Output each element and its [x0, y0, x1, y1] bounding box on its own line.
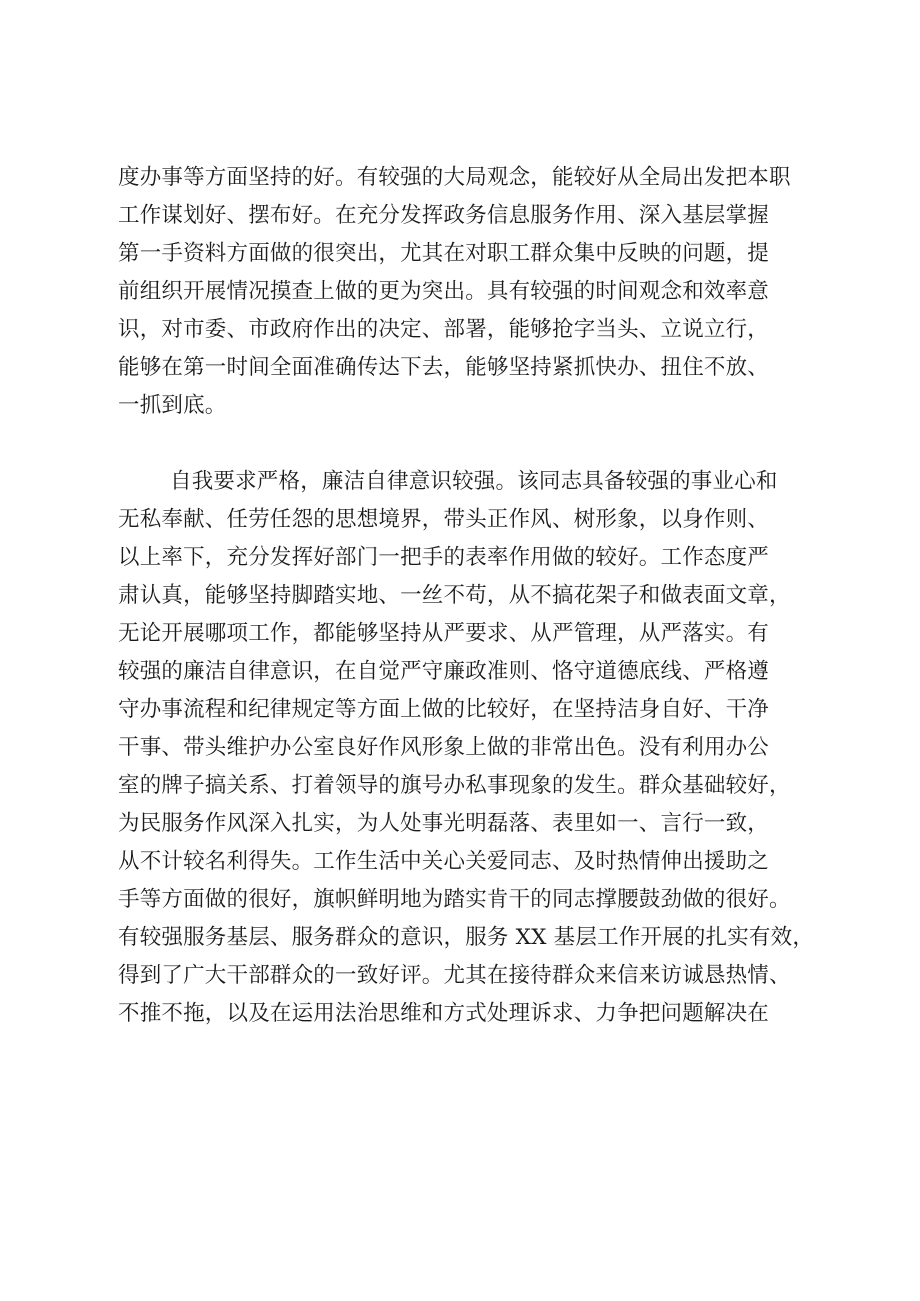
paragraph-1-line-3: 第一手资料方面做的很突出，尤其在对职工群众集中反映的问题，提: [118, 241, 770, 266]
paragraph-2-line-9: 室的牌子搞关系、打着领导的旗号办私事现象的发生。群众基础较好，: [118, 773, 791, 798]
paragraph-2-line-8: 干事、带头维护办公室良好作风形象上做的非常出色。没有利用办公: [118, 735, 770, 760]
paragraph-2-line-10: 为民服务作风深入扎实，为人处事光明磊落、表里如一、言行一致，: [118, 811, 770, 836]
paragraph-2-line-13: 有较强服务基层、服务群众的意识，服务 XX 基层工作开展的扎实有效，: [118, 925, 815, 950]
paragraph-2-line-15: 不推不拖，以及在运用法治思维和方式处理诉求、力争把问题解决在: [118, 1001, 770, 1026]
paragraph-2-line-12: 手等方面做的很好，旗帜鲜明地为踏实肯干的同志撑腰鼓劲做的很好。: [118, 887, 791, 912]
paragraph-1-line-7: 一抓到底。: [118, 393, 227, 418]
paragraph-2-line-3: 以上率下，充分发挥好部门一把手的表率作用做的较好。工作态度严: [118, 545, 770, 570]
paragraph-2-line-2: 无私奉献、任劳任怨的思想境界，带头正作风、树形象，以身作则、: [118, 507, 770, 532]
paragraph-2-line-5: 无论开展哪项工作，都能够坚持从严要求、从严管理，从严落实。有: [118, 621, 770, 646]
paragraph-2-line-11: 从不计较名利得失。工作生活中关心关爱同志、及时热情伸出援助之: [118, 849, 770, 874]
paragraph-1-line-1: 度办事等方面坚持的好。有较强的大局观念，能较好从全局出发把本职: [118, 165, 791, 190]
paragraph-1-line-5: 识，对市委、市政府作出的决定、部署，能够抢字当头、立说立行，: [118, 317, 770, 342]
paragraph-2-line-1: 自我要求严格，廉洁自律意识较强。该同志具备较强的事业心和: [170, 469, 778, 494]
paragraph-1-line-2: 工作谋划好、摆布好。在充分发挥政务信息服务作用、深入基层掌握: [118, 203, 770, 228]
paragraph-1-line-4: 前组织开展情况摸查上做的更为突出。具有较强的时间观念和效率意: [118, 279, 770, 304]
paragraph-2-line-4: 肃认真，能够坚持脚踏实地、一丝不苟，从不搞花架子和做表面文章，: [118, 583, 791, 608]
paragraph-2-line-6: 较强的廉洁自律意识，在自觉严守廉政准则、恪守道德底线、严格遵: [118, 659, 770, 684]
paragraph-1-line-6: 能够在第一时间全面准确传达下去，能够坚持紧抓快办、扭住不放、: [118, 355, 770, 380]
paragraph-2-line-14: 得到了广大干部群众的一致好评。尤其在接待群众来信来访诚恳热情、: [118, 963, 791, 988]
paragraph-2-line-7: 守办事流程和纪律规定等方面上做的比较好，在坚持洁身自好、干净: [118, 697, 770, 722]
